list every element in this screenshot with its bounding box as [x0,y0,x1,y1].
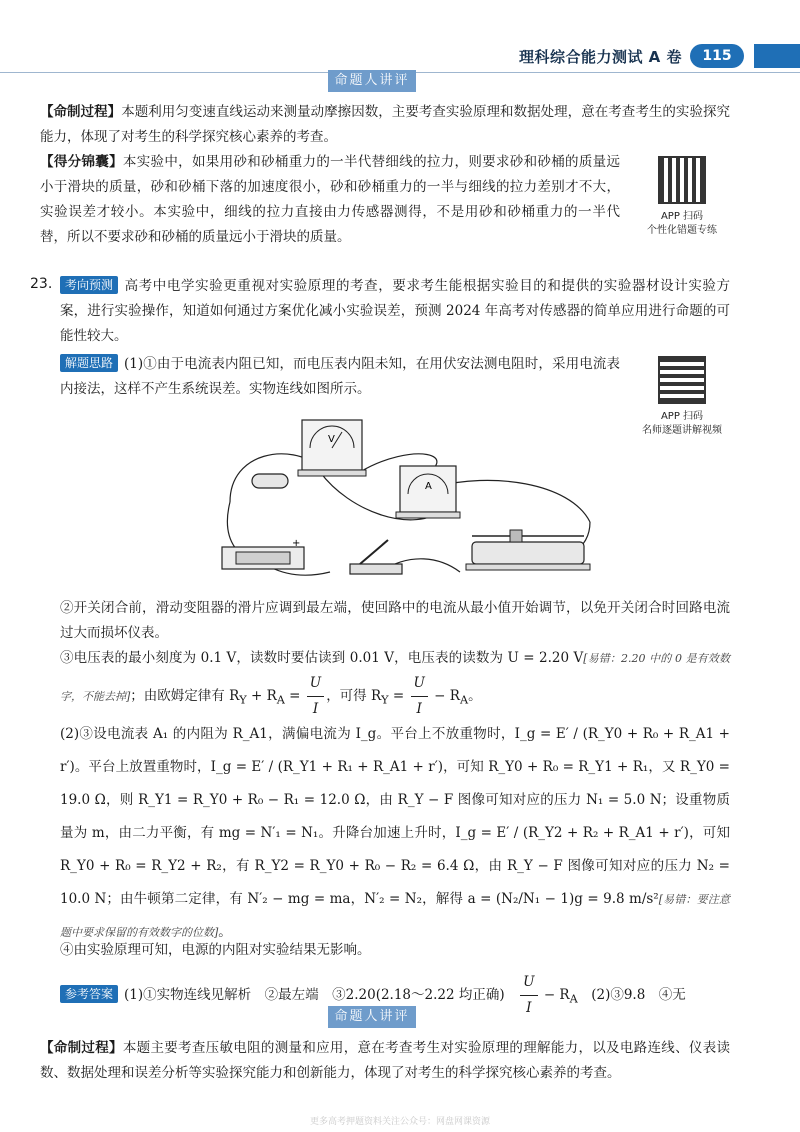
qr-caption: 名师逐题讲解视频 [642,425,722,436]
page-tab [754,44,800,68]
battery-plus: + [292,538,301,549]
solve-p2: ②开关闭合前，滑动变阻器的滑片应调到最左端，使回路中的电流从最小值开始调节，以免开关闭合时回路电流过大而损坏仪表。 [60,600,730,641]
header-title: 理科综合能力测试 A 卷 [518,48,682,66]
voltmeter-label: V [328,434,335,445]
trend-prediction [60,274,730,349]
footer-watermark: 更多高考押题资料关注公众号：网盘网课资源 [309,1117,490,1127]
answer-badge: 参考答案 [60,985,118,1003]
review-banner-2: 命题人讲评 [328,1006,416,1028]
p3-note: [易错：2.20 中的 0 是有效数字，不能去掉] [60,652,730,703]
qr-code-icon[interactable] [658,356,706,404]
p4-text: (2)③设电流表 A₁ 的内阻为 R_A1，满偏电流为 I_g。平台上不放重物时，I_g = E′ / (R_Y0 + R₀ + R_A1 + r′)。平台上放置重物时，I_g = E′ / (R_Y1 + R₁ + R_A1 + r′)，可知 R_Y0 + R₀ = R_Y1 + R₁，又 R_Y0 = 19.0 Ω，则 R_Y1 = R_Y0 + R₀ − R₁ = 12.0 Ω，由 R_Y − F 图像可知对应的压力 N₁ = 5.0 N；设重物质量为 m，由二力平衡，有 mg = N′₁ = N₁。升降台加速上升时，I_g = E′ / (R_Y2 + R₂ + R_A1 + r′)，可知 R_Y0 + R₀ = R_Y2 + R₂，有 R_Y2 = R_Y0 + R₀ − R₂ = 6.4 Ω，由 R_Y − F 图像可知对应的压力 N₂ = 10.0 N；由牛顿第二定律，有 N′₂ − mg = ma，N′₂ = N₂，解得 a = (N₂/N₁ − 1)g = 9.8 m/s² [60,726,730,907]
p4-end: 。 [218,924,232,940]
section1-tips [40,150,620,250]
solve-p5: ④由实验原理可知，电源的内阻对实验结果无影响。 [60,942,371,958]
ammeter-icon [396,466,460,518]
p3-text: ③电压表的最小刻度为 0.1 V，读数时要估读到 0.01 V，电压表的读数为 U = 2.20 V [60,650,584,666]
review-banner-1: 命题人讲评 [328,70,416,92]
process-text: 本题利用匀变速直线运动来测量动摩擦因数，主要考查实验原理和数据处理，意在考查考生的实验探究能力，体现了对考生的科学探究核心素养的考查。 [40,104,731,145]
trend-text: 高考中电学实验更重视对实验原理的考查，要求考生能根据实验目的和提供的实验器材设计实验方案，进行实验操作，知道如何通过方案优化减小实验误差，预测 2024 年高考对传感器的简单应用进行命题的可能性较大。 [60,278,730,344]
answer-b: (2)③9.8 ④无 [591,987,686,1003]
solve-p1 [60,352,620,402]
process-tag: 【命制过程】 [40,1040,123,1056]
qr-caption: 个性化错题专练 [647,225,717,236]
solve-p3: ③电压表的最小刻度为 0.1 V，读数时要估读到 0.01 V，电压表的读数为 U = 2.20 V[易错：2.20 中的 0 是有效数字，不能去掉]；由欧姆定律有 $R_Y + R_A$ = $\frac{U}{I}$ ，可得 $R_Y$ = $\frac{U}{I}$ − $R_A$。 [60,646,730,722]
qr-code-icon[interactable] [658,156,706,204]
solve-text: (1)①由于电流表内阻已知，而电压表内阻未知，在用伏安法测电阻时，采用电流表内接法，这样不产生系统误差。实物连线如图所示。 [60,356,620,397]
solve-badge: 解题思路 [60,354,118,372]
answer-a: (1)①实物连线见解析 ②最左端 ③2.20(2.18～2.22 均正确) [124,987,505,1003]
battery-icon [222,547,304,569]
solve-p4 [60,718,730,949]
tips-tag: 【得分锦囊】 [40,154,123,170]
section1-process [40,100,730,150]
ammeter-label: A [425,481,432,492]
p3-result: ，可得 R [326,688,382,704]
voltmeter-icon [298,420,366,476]
fraction-u-over-i: $\frac{U}{I}$ [520,970,537,1021]
qr-block-2[interactable] [634,356,730,438]
question-number: 23. [30,276,53,292]
qr-block-1[interactable] [634,156,730,238]
process-text: 本题主要考查压敏电阻的测量和应用，意在考查考生对实验原理的理解能力，以及电路连线、仪表读数、数据处理和误差分析等实验探究能力和创新能力，体现了对考生的科学探究核心素养的考查。 [40,1040,731,1081]
qr-caption: APP 扫码 [660,411,704,422]
p3-ohm: ；由欧姆定律有 R [130,688,240,704]
answer-line: 参考答案 (1)①实物连线见解析 ②最左端 ③2.20(2.18～2.22 均正确) $\frac{U}{I}$ − $R_A$ (2)③9.8 ④无 [60,970,730,1021]
fraction-u-over-i: $\frac{U}{I}$ [307,671,324,722]
rheostat-icon [466,530,590,570]
circuit-diagram [210,412,600,592]
qr-caption: APP 扫码 [660,211,704,222]
p4-note: [易错：要注意题中要求保留的有效数字的位数] [60,893,730,939]
trend-badge: 考向预测 [60,276,118,294]
tips-text: 本实验中，如果用砂和砂桶重力的一半代替细线的拉力，则要求砂和砂桶的质量远小于滑块的质量，砂和砂桶下落的加速度很小，砂和砂桶重力的一半与细线的拉力差别才不大，实验误差才较小。本实验中，细线的拉力直接由力传感器测得，不是用砂和砂桶重力的一半代替，所以不要求砂和砂桶的质量远小于滑块的质量。 [40,154,621,245]
process-tag: 【命制过程】 [40,104,122,120]
resistor-icon [252,474,288,488]
switch-icon [350,540,402,574]
fraction-u-over-i: $\frac{U}{I}$ [411,671,428,722]
section2-process [40,1036,730,1086]
page-number: 115 [690,44,744,68]
